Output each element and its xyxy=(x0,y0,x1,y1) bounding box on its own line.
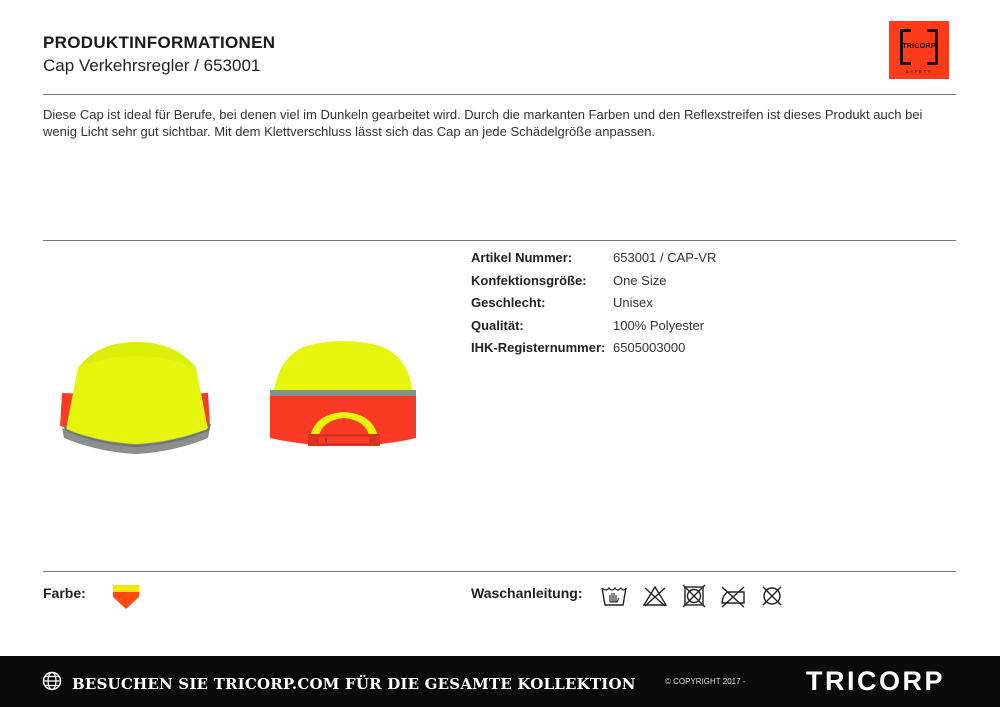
spec-row xyxy=(471,273,716,296)
divider xyxy=(43,240,956,241)
wash-label: Waschanleitung: xyxy=(471,585,583,601)
cap-front-icon xyxy=(58,338,213,456)
spec-row xyxy=(471,318,716,341)
visit-website-link[interactable]: BESUCHEN SIE TRICORP.COM FÜR DIE GESAMTE KOLLEKTION xyxy=(72,675,636,693)
tricorp-safety-logo xyxy=(889,21,949,79)
spec-value: 100% Polyester xyxy=(613,317,705,333)
footer-brand-logo: TRICORP xyxy=(806,666,945,696)
divider xyxy=(43,571,956,572)
footer-bar xyxy=(0,656,1000,707)
hand-wash-icon xyxy=(600,584,628,608)
spec-row xyxy=(471,250,716,273)
copyright-text: © COPYRIGHT 2017 - xyxy=(665,677,746,686)
divider xyxy=(43,94,956,95)
spec-key: Qualität: xyxy=(471,317,524,333)
spec-row xyxy=(471,295,716,318)
spec-value: One Size xyxy=(613,272,667,288)
color-label: Farbe: xyxy=(43,585,86,601)
logo-subword: SAFETY xyxy=(905,69,933,74)
spec-value: 653001 / CAP-VR xyxy=(613,250,717,265)
spec-table xyxy=(471,250,716,363)
product-description: Diese Cap ist ideal für Berufe, bei denen viel im Dunkeln gearbeitet wird. Durch die markanten Farben und den Reflexstreifen ist dieses Produkt auch bei wenig Licht sehr gut sichtbar. Mit dem Klettverschluss lässt sich das Cap an jede Schädelgröße anpassen. xyxy=(43,107,923,139)
spec-key: Artikel Nummer: xyxy=(471,250,573,265)
cap-back-icon xyxy=(266,338,421,456)
no-dry-clean-icon xyxy=(760,584,784,608)
no-tumble-dry-icon xyxy=(682,584,706,608)
spec-value: 6505003000 xyxy=(613,340,686,356)
page-title: PRODUKTINFORMATIONEN xyxy=(43,33,276,52)
no-ironing-icon xyxy=(720,584,746,608)
no-bleach-icon xyxy=(642,584,668,608)
logo-word: TRICORP xyxy=(902,43,936,50)
wash-icons xyxy=(600,584,784,608)
spec-key: Geschlecht: xyxy=(471,295,546,311)
spec-key: IHK-Registernummer: xyxy=(471,340,606,356)
color-swatch-icon xyxy=(113,585,139,609)
spec-row xyxy=(471,340,716,363)
spec-key: Konfektionsgröße: xyxy=(471,272,587,288)
globe-icon xyxy=(42,671,62,691)
spec-value: Unisex xyxy=(613,295,653,311)
product-subtitle: Cap Verkehrsregler / 653001 xyxy=(43,56,261,75)
